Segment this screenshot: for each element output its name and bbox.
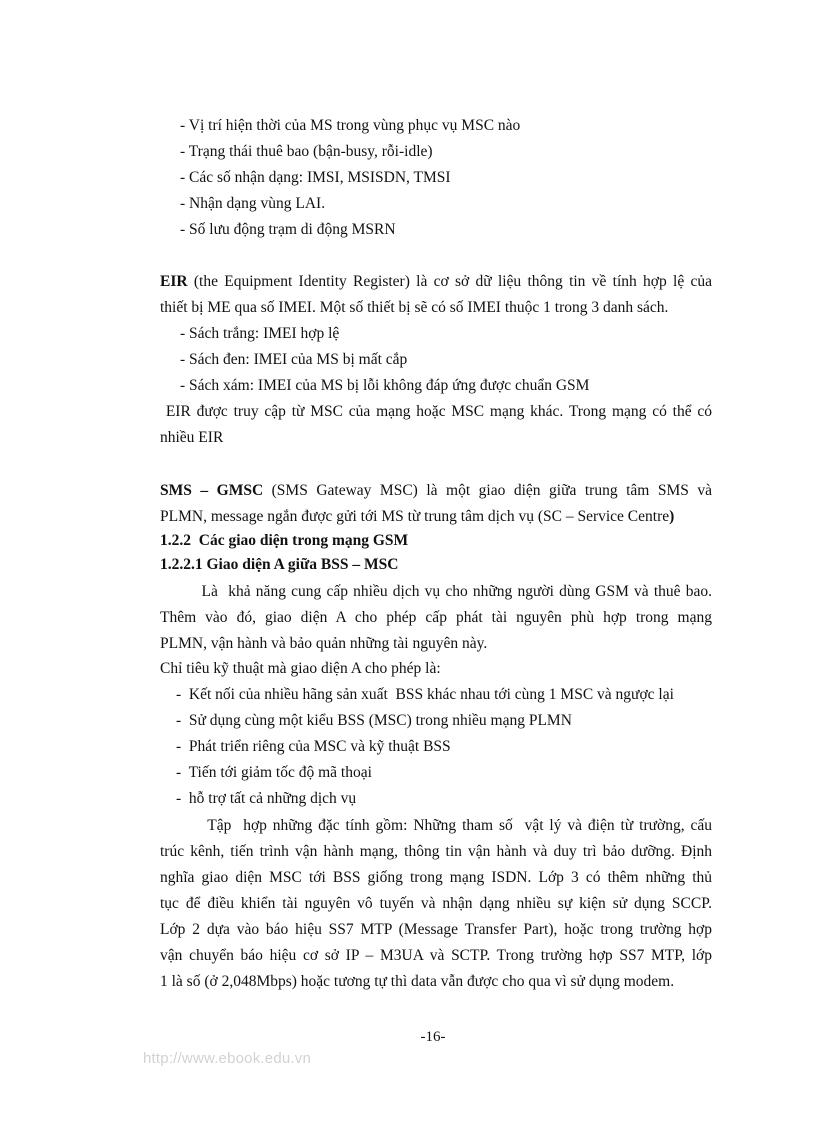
list-item: - Phát triển riêng của MSC và kỹ thuật BSS [176,738,451,755]
page-number: -16- [420,1029,446,1045]
sms-paragraph-line [160,507,712,527]
spec-intro: Chỉ tiêu kỹ thuật mà giao diện A cho phép là: [160,660,441,677]
list-item: - Sách đen: IMEI của MS bị mất cắp [180,351,408,368]
eir-note-line: EIR được truy cập từ MSC của mạng hoặc MSC mạng khác. Trong mạng có thể có [160,403,713,420]
sms-line2-bracket: ) [669,508,675,525]
body-line: nghĩa giao diện MSC tới BSS giống trong mạng ISDN. Lớp 3 có thêm những thủ [160,869,712,886]
body-line: Thêm vào đó, giao diện A cho phép cấp phát tài nguyên phù hợp trong mạng [160,609,712,626]
list-item: - hỗ trợ tất cả những dịch vụ [176,790,357,807]
sms-line2-text: PLMN, message ngắn được gửi tới MS từ trung tâm dịch vụ (SC – Service Centre [160,508,670,525]
body-line: Là khả năng cung cấp nhiều dịch vụ cho những người dùng GSM và thuê bao. [160,583,713,600]
list-item: - Kết nối của nhiều hãng sản xuất BSS khác nhau tới cùng 1 MSC và ngược lại [176,686,674,703]
body-line: Lớp 2 dựa vào báo hiệu SS7 MTP (Message Transfer Part), hoặc trong trường hợp [160,921,712,938]
body-line: 1 là số (ở 2,048Mbps) hoặc tương tự thì data vẫn được cho qua vì sử dụng modem. [160,973,675,990]
body-line: Tập hợp những đặc tính gồm: Những tham số vật lý và điện từ trường, cấu [160,817,713,834]
eir-line1-text: (the Equipment Identity Register) là cơ sở dữ liệu thông tin về tính hợp lệ của [187,273,712,290]
body-line: vận chuyển báo hiệu cơ sở IP – M3UA và SCTP. Trong trường hợp SS7 MTP, lớp [160,947,712,964]
body-line: tục để điều khiển tài nguyên vô tuyến và nhận dạng nhiều sự kiện sử dụng SCCP. [160,895,712,912]
list-item: - Các số nhận dạng: IMSI, MSISDN, TMSI [180,169,451,186]
subsection-heading: 1.2.2.1 Giao diện A giữa BSS – MSC [160,556,399,573]
eir-paragraph-line [160,272,712,292]
list-item: - Nhận dạng vùng LAI. [180,195,326,212]
list-item: - Trạng thái thuê bao (bận-busy, rỗi-idle) [180,143,433,160]
body-line: PLMN, vận hành và bảo quản những tài nguyên này. [160,635,488,652]
body-line: trúc kênh, tiến trình vận hành mạng, thông tin vận hành và duy trì bảo dưỡng. Định [160,843,712,860]
sms-paragraph-line [160,481,712,501]
watermark-url[interactable]: http://www.ebook.edu.vn [143,1050,312,1067]
eir-note-line: nhiều EIR [160,429,224,446]
section-heading: 1.2.2 Các giao diện trong mạng GSM [160,532,409,549]
eir-term: EIR [160,273,188,290]
list-item: - Sử dụng cùng một kiểu BSS (MSC) trong nhiều mạng PLMN [176,712,572,729]
eir-paragraph-line: thiết bị ME qua số IMEI. Một số thiết bị sẽ có số IMEI thuộc 1 trong 3 danh sách. [160,299,669,316]
sms-term: SMS – GMSC [160,482,264,499]
list-item: - Số lưu động trạm di động MSRN [180,221,396,238]
sms-line1-text: (SMS Gateway MSC) là một giao diện giữa trung tâm SMS và [263,482,712,499]
list-item: - Tiến tới giảm tốc độ mã thoại [176,764,372,781]
list-item: - Sách xám: IMEI của MS bị lỗi không đáp ứng được chuẩn GSM [180,377,590,394]
list-item: - Sách trắng: IMEI hợp lệ [180,325,340,342]
list-item: - Vị trí hiện thời của MS trong vùng phục vụ MSC nào [180,117,521,134]
